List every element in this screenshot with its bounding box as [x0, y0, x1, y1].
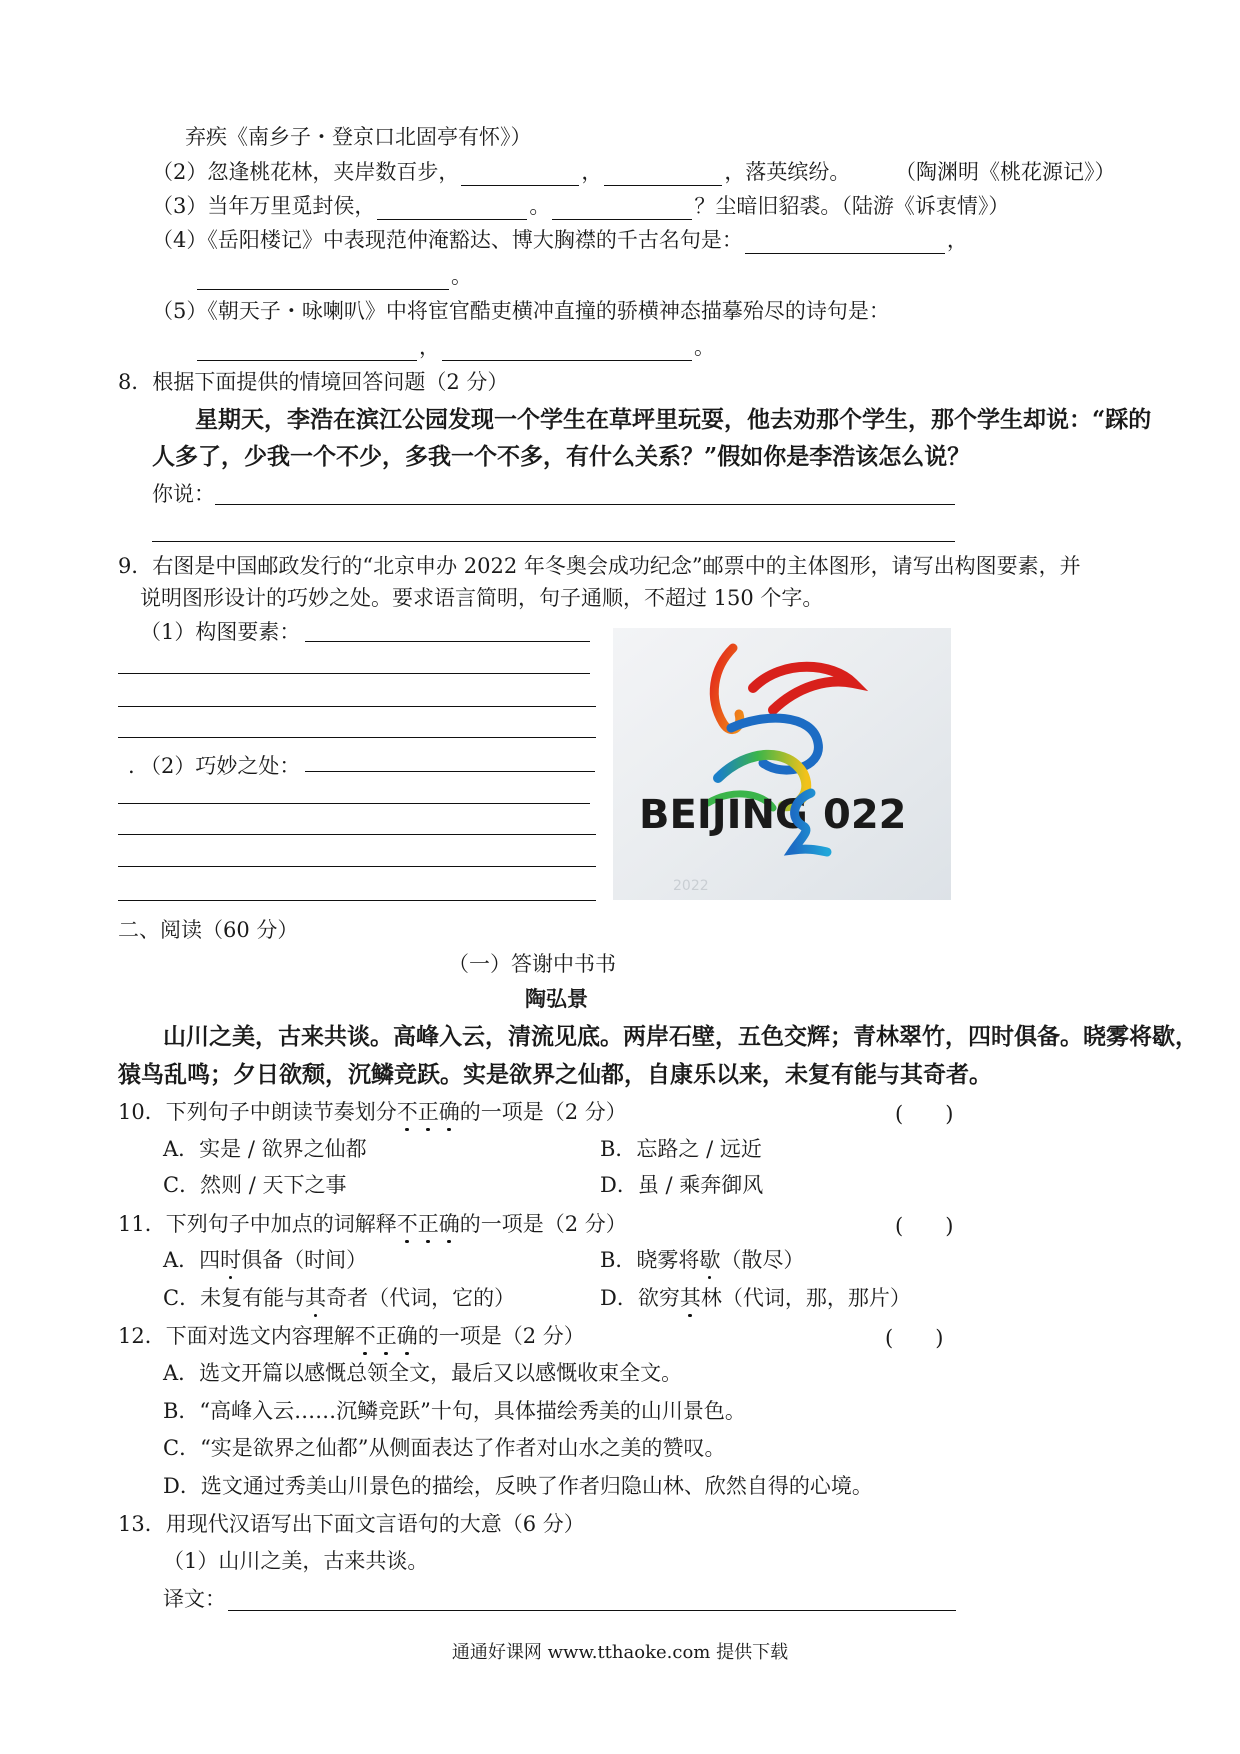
emphasis-char: 正 — [417, 1100, 439, 1124]
q10-option-a: A．实是 / 欲界之仙都 — [163, 1137, 367, 1161]
q9-sub1-label: （1）构图要素： — [140, 620, 301, 644]
option-text: D．欲穷 — [600, 1286, 680, 1310]
q9-title-line1: 9．右图是中国邮政发行的“北京申办 2022 年冬奥会成功纪念”邮票中的主体图形，请写出构图要素，并 — [118, 554, 1081, 578]
answer-blank[interactable] — [745, 231, 945, 254]
reading-passage-line1: 山川之美，古来共谈。高峰入云，清流见底。两岸石壁，五色交辉；青林翠竹，四时俱备。晓雾将歇， — [163, 1023, 1198, 1050]
q8-passage-line2: 人多了，少我一个不少，多我一个不多，有什么关系？”假如你是李浩该怎么说？ — [152, 443, 971, 470]
q12-stem — [118, 1322, 585, 1350]
reading-author: 陶弘景 — [525, 986, 588, 1011]
answer-blank[interactable] — [552, 197, 692, 220]
emphasis-char: 正 — [417, 1212, 439, 1236]
q8-passage-line1: 星期天，李浩在滨江公园发现一个学生在草坪里玩耍，他去劝那个学生，那个学生却说：“踩的 — [195, 406, 1152, 433]
q8-answer-label: 你说： — [152, 482, 215, 506]
q10-option-b: B．忘路之 / 远近 — [600, 1137, 762, 1161]
q7-item-5: （5）《朝天子・咏喇叭》中将宦官酷吏横冲直撞的骄横神态描摹殆尽的诗句是： — [152, 299, 890, 323]
emphasis-char: 确 — [438, 1100, 460, 1124]
q11-stem — [118, 1210, 627, 1238]
q10-option-d: D．虽 / 乘奔御风 — [600, 1173, 764, 1197]
option-text: 奇者（代词，它的） — [326, 1286, 516, 1310]
q11-option-a — [163, 1246, 367, 1274]
emphasis-char: 不 — [396, 1212, 418, 1236]
q12-option-b: B．“高峰入云……沉鳞竞跃”十句，具体描绘秀美的山川景色。 — [163, 1399, 746, 1423]
q10-option-c: C．然则 / 天下之事 — [163, 1173, 347, 1197]
section-2-heading: 二、阅读（60 分） — [118, 918, 299, 942]
answer-line[interactable] — [118, 866, 596, 867]
answer-line[interactable] — [118, 803, 590, 804]
q12-option-a: A．选文开篇以感慨总领全文，最后又以感慨收束全文。 — [163, 1361, 683, 1385]
emphasis-char: 正 — [375, 1324, 397, 1348]
q7-line-source: 弃疾《南乡子・登京口北固亭有怀》） — [185, 125, 532, 149]
answer-line[interactable] — [118, 706, 596, 707]
answer-line[interactable] — [118, 737, 596, 738]
q7-item-2-source: （陶渊明《桃花源记》） — [895, 160, 1116, 184]
option-text: （散尽） — [720, 1248, 805, 1272]
emphasis-char: 歇 — [699, 1248, 721, 1272]
q7-period: 。 — [529, 194, 551, 218]
answer-line[interactable] — [228, 1610, 956, 1611]
q11-option-d — [600, 1284, 911, 1312]
q10-stem — [118, 1098, 627, 1126]
q7-item-3-text: （3）当年万里觅封侯， — [152, 194, 376, 218]
answer-line[interactable] — [118, 900, 596, 901]
answer-line[interactable] — [305, 641, 590, 642]
q7-comma: ， — [581, 160, 603, 184]
q13-sub1: （1）山川之美，古来共谈。 — [163, 1549, 429, 1573]
emphasis-char: 其 — [305, 1286, 327, 1310]
q11-option-b — [600, 1246, 804, 1274]
q7-period: 。 — [694, 335, 715, 359]
emphasis-char: 确 — [438, 1212, 460, 1236]
emphasis-char: 其 — [679, 1286, 701, 1310]
q9-sub2-label: （2）巧妙之处： — [140, 754, 301, 778]
answer-blank[interactable] — [604, 163, 722, 186]
answer-line[interactable] — [305, 771, 595, 772]
q7-item-3 — [152, 192, 1009, 220]
option-text: A．四 — [163, 1248, 221, 1272]
q12-option-d: D．选文通过秀美山川景色的描绘，反映了作者归隐山林、欣然自得的心境。 — [163, 1474, 873, 1498]
q11-stem-pre: 11．下列句子中加点的词解释 — [118, 1212, 397, 1236]
q7-item-3-tail: ？尘暗旧貂裘。（陆游《诉衷情》） — [694, 194, 1010, 218]
answer-line[interactable] — [152, 541, 955, 542]
q7-item-4-text: （4）《岳阳楼记》中表现范仲淹豁达、博大胸襟的千古名句是： — [152, 228, 743, 252]
option-text: 俱备（时间） — [241, 1248, 368, 1272]
q13-translation-label: 译文： — [163, 1587, 226, 1611]
option-text: 林（代词，那，那片） — [700, 1286, 911, 1310]
emblem-text-022: 022 — [823, 792, 907, 838]
q11-answer-paren[interactable]: ( ) — [895, 1214, 954, 1238]
beijing-2022-emblem-image — [613, 628, 951, 900]
answer-blank[interactable] — [197, 267, 449, 290]
q7-item-4-line2 — [195, 262, 472, 290]
q9-sub2-dot: . — [128, 754, 135, 778]
q7-item-2 — [152, 158, 850, 186]
answer-line[interactable] — [118, 673, 590, 674]
emphasis-char: 时 — [220, 1248, 242, 1272]
answer-blank[interactable] — [377, 197, 527, 220]
q11-option-c — [163, 1284, 515, 1312]
q7-comma: ， — [946, 228, 968, 252]
q7-item-4 — [152, 226, 968, 254]
q12-answer-paren[interactable]: ( ) — [885, 1326, 944, 1350]
q12-stem-post: 的一项是（2 分） — [417, 1324, 585, 1348]
option-text: C．未复有能与 — [163, 1286, 306, 1310]
emblem-text-beijing: BEIJING — [639, 792, 808, 838]
q7-item-2-tail: ，落英缤纷。 — [724, 160, 851, 184]
q10-answer-paren[interactable]: ( ) — [895, 1102, 954, 1126]
emphasis-char: 不 — [354, 1324, 376, 1348]
reading-title: （一）答谢中书书 — [448, 952, 616, 976]
emphasis-char: 不 — [396, 1100, 418, 1124]
q10-stem-pre: 10．下列句子中朗读节奏划分 — [118, 1100, 397, 1124]
svg-text:2022: 2022 — [673, 878, 709, 894]
q12-option-c: C．“实是欲界之仙都”从侧面表达了作者对山水之美的赞叹。 — [163, 1436, 726, 1460]
q11-stem-post: 的一项是（2 分） — [459, 1212, 627, 1236]
q7-item-5-line2 — [195, 333, 715, 361]
q7-period: 。 — [451, 264, 472, 288]
answer-blank[interactable] — [442, 338, 692, 361]
answer-blank[interactable] — [197, 338, 417, 361]
option-text: B．晓雾将 — [600, 1248, 700, 1272]
q7-item-2-text: （2）忽逢桃花林，夹岸数百步， — [152, 160, 460, 184]
q10-stem-post: 的一项是（2 分） — [459, 1100, 627, 1124]
emphasis-char: 确 — [396, 1324, 418, 1348]
reading-passage-line2: 猿鸟乱鸣；夕日欲颓，沉鳞竞跃。实是欲界之仙都，自康乐以来，未复有能与其奇者。 — [118, 1061, 992, 1088]
q8-title: 8．根据下面提供的情境回答问题（2 分） — [118, 370, 509, 394]
q13-title: 13．用现代汉语写出下面文言语句的大意（6 分） — [118, 1512, 585, 1536]
answer-blank[interactable] — [461, 163, 579, 186]
q9-title-line2: 说明图形设计的巧妙之处。要求语言简明，句子通顺，不超过 150 个字。 — [140, 586, 824, 610]
q12-stem-pre: 12．下面对选文内容理解 — [118, 1324, 355, 1348]
q7-comma: ， — [419, 335, 440, 359]
page-footer: 通通好课网 www.tthaoke.com 提供下载 — [451, 1642, 789, 1663]
answer-line[interactable] — [215, 504, 955, 505]
answer-line[interactable] — [118, 834, 596, 835]
